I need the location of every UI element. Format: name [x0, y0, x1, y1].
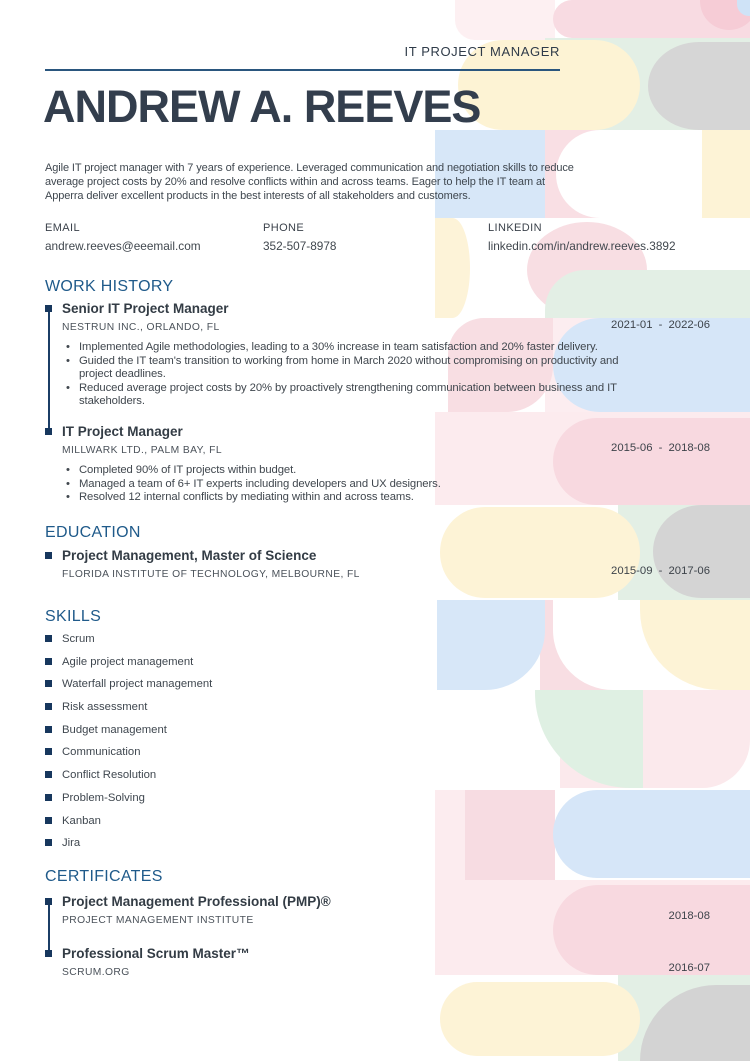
section-title-education: EDUCATION	[45, 524, 141, 541]
contact-email	[45, 222, 201, 253]
skill-label: Problem-Solving	[62, 791, 145, 804]
bullet-square-icon	[45, 839, 52, 846]
job-title: Senior IT Project Manager	[62, 301, 229, 316]
date-range: 2016-07	[668, 962, 710, 974]
job-bullets	[66, 464, 626, 505]
skill-label: Scrum	[62, 633, 95, 645]
skill-label: Jira	[62, 837, 81, 850]
bullet-square-icon	[45, 703, 52, 710]
certificate-issuer: SCRUM.ORG	[62, 967, 130, 978]
job-bullet: • Managed a team of 6+ IT experts including developers and UX designers.	[66, 478, 626, 492]
work-entry	[45, 301, 710, 409]
skill-label: Kanban	[62, 814, 101, 827]
header-rule	[45, 69, 560, 71]
skill-item	[45, 678, 445, 701]
skill-item	[45, 792, 445, 815]
person-name: ANDREW A. REEVES	[43, 81, 481, 132]
skill-label: Communication	[62, 746, 141, 759]
job-title: IT Project Manager	[62, 424, 183, 439]
bullet-square-icon	[45, 794, 52, 801]
skill-item	[45, 815, 445, 838]
timeline-marker-icon	[45, 898, 52, 905]
contact-linkedin	[488, 222, 676, 253]
skills-list	[45, 633, 445, 860]
date-range: 2015-09 - 2017-06	[611, 565, 710, 577]
skill-item	[45, 633, 445, 656]
bullet-square-icon	[45, 771, 52, 778]
work-entry	[45, 424, 710, 505]
job-bullet: • Reduced average project costs by 20% by proactively strengthening communication between business and IT stakeholders.	[66, 382, 626, 409]
summary-text: Agile IT project manager with 7 years of experience. Leveraged communication and negotiation skills to reduce average project costs by 20% and resolve conflicts within and across teams. Eager to help the IT team at Apperra deliver excellent products in the best interests of all stakeholders and customers.	[45, 162, 574, 202]
date-range: 2018-08	[668, 910, 710, 922]
certificate-entry	[45, 946, 710, 978]
skill-item	[45, 746, 445, 769]
email-label: EMAIL	[45, 222, 81, 234]
bullet-square-icon	[45, 680, 52, 687]
timeline-marker-icon	[45, 552, 52, 559]
contact-phone	[263, 222, 336, 253]
job-bullet: • Resolved 12 internal conflicts by mediating within and across teams.	[66, 491, 626, 505]
skill-item	[45, 769, 445, 792]
skill-item	[45, 701, 445, 724]
degree-title: Project Management, Master of Science	[62, 548, 317, 563]
bullet-square-icon	[45, 726, 52, 733]
email-value[interactable]: andrew.reeves@eeemail.com	[45, 239, 201, 253]
certificate-title: Professional Scrum Master™	[62, 946, 250, 961]
certificate-issuer: PROJECT MANAGEMENT INSTITUTE	[62, 915, 254, 926]
section-title-certificates: CERTIFICATES	[45, 868, 163, 885]
bullet-square-icon	[45, 817, 52, 824]
skill-label: Agile project management	[62, 655, 194, 668]
section-title-skills: SKILLS	[45, 608, 102, 625]
linkedin-label: LINKEDIN	[488, 222, 542, 234]
timeline-marker-icon	[45, 305, 52, 312]
role-title: IT PROJECT MANAGER	[404, 44, 560, 59]
skill-label: Risk assessment	[62, 701, 148, 714]
skill-label: Waterfall project management	[62, 678, 213, 691]
phone-value: 352-507-8978	[263, 239, 337, 253]
job-bullet: • Implemented Agile methodologies, leading to a 30% increase in team satisfaction and 20% faster delivery.	[66, 341, 626, 355]
company-name: NESTRUN INC., ORLANDO, FL	[62, 322, 220, 333]
bullet-square-icon	[45, 748, 52, 755]
phone-label: PHONE	[263, 222, 305, 234]
timeline-marker-icon	[45, 950, 52, 957]
bullet-square-icon	[45, 658, 52, 665]
job-bullets	[66, 341, 626, 409]
contact-row	[45, 222, 710, 256]
education-entry	[45, 548, 710, 580]
timeline-marker-icon	[45, 428, 52, 435]
certificate-entry	[45, 894, 710, 926]
skill-label: Conflict Resolution	[62, 769, 157, 782]
company-name: MILLWARK LTD., PALM BAY, FL	[62, 445, 222, 456]
skill-label: Budget management	[62, 723, 167, 736]
certificate-title: Project Management Professional (PMP)®	[62, 894, 331, 909]
skill-item	[45, 724, 445, 747]
job-bullet: • Guided the IT team's transition to working from home in March 2020 without compromising on productivity and project deadlines.	[66, 355, 626, 382]
date-range: 2015-06 - 2018-08	[611, 442, 710, 454]
bullet-square-icon	[45, 635, 52, 642]
job-bullet: • Completed 90% of IT projects within budget.	[66, 464, 626, 478]
skill-item	[45, 656, 445, 679]
date-range: 2021-01 - 2022-06	[611, 319, 710, 331]
school-name: FLORIDA INSTITUTE OF TECHNOLOGY, MELBOURNE, FL	[62, 569, 360, 580]
skill-item	[45, 837, 445, 860]
section-title-work-history: WORK HISTORY	[45, 278, 174, 295]
linkedin-value[interactable]: linkedin.com/in/andrew.reeves.3892	[488, 239, 676, 253]
